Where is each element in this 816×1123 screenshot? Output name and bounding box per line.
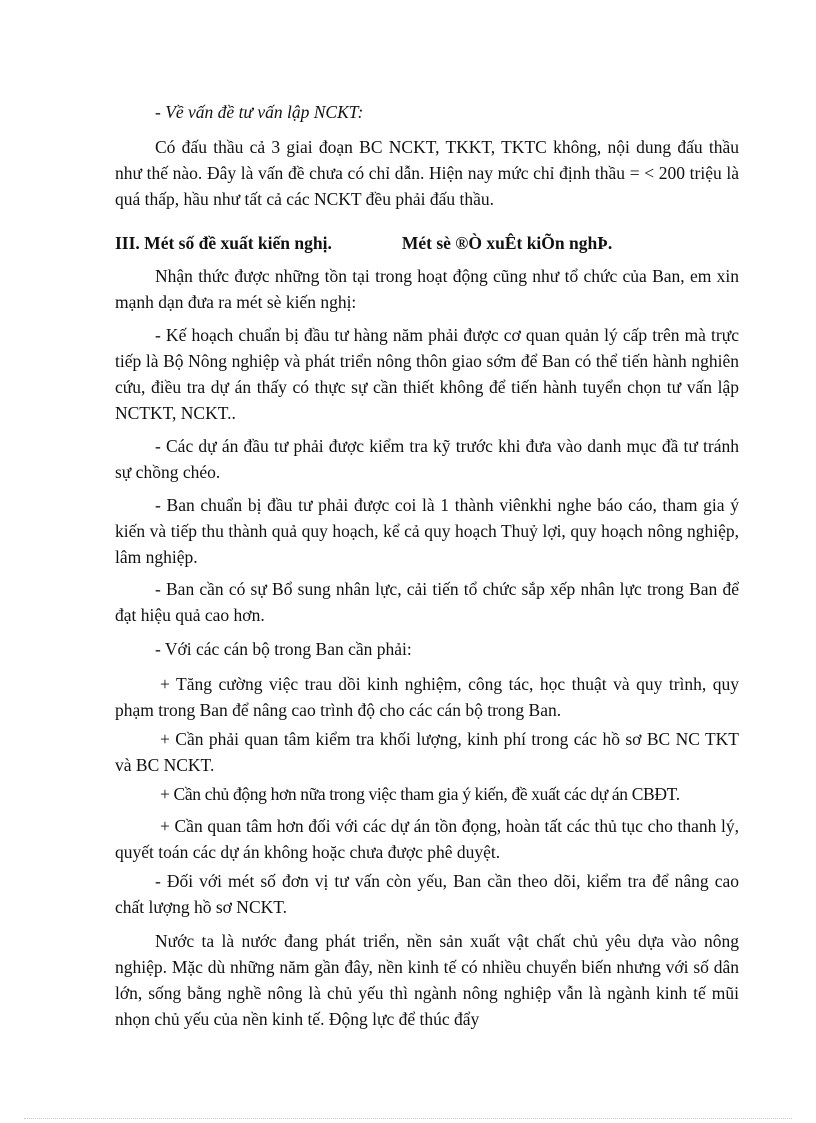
list-item: - Ban chuẩn bị đầu tư phải được coi là 1 thành viênkhi nghe báo cáo, tham gia ý kiến và tiếp thu thành quả quy hoạch, kể cả quy hoạch Thuỷ lợi, quy hoạch nông nghiệp, lâm nghiệp. xyxy=(115,495,739,567)
sub-list-item: + Cần phải quan tâm kiểm tra khối lượng, kinh phí trong các hồ sơ BC NC TKT và BC NCKT. xyxy=(115,729,739,775)
paragraph: Có đấu thầu cả 3 giai đoạn BC NCKT, TKKT, TKTC không, nội dung đấu thầu như thế nào. Đây là vấn đề chưa có chỉ dẫn. Hiện nay mức chỉ định thầu = < 200 triệu là quá thấp, hầu như tất cả các NCKT đều phải đấu thầu. xyxy=(115,137,739,209)
paragraph: Nhận thức được những tồn tại trong hoạt động cũng như tổ chức của Ban, em xin mạnh dạn đưa ra mét sè kiến nghị: xyxy=(115,266,739,312)
heading-text: III. Mét số đề xuất kiến nghị. xyxy=(115,233,332,253)
section-subtitle: - Về vấn đề tư vấn lập NCKT: xyxy=(155,102,364,122)
page-border-dotted xyxy=(24,1118,792,1119)
heading-garbled-text: Mét sè ®Ò xuÊt kiÕn nghÞ. xyxy=(401,233,613,253)
sub-list-item: + Tăng cường việc trau dồi kinh nghiệm, công tác, học thuật và quy trình, quy phạm trong Ban để nâng cao trình độ cho các cán bộ trong Ban. xyxy=(115,674,739,720)
paragraph: Nước ta là nước đang phát triển, nền sản xuất vật chất chủ yêu dựa vào nông nghiệp. Mặc dù những năm gần đây, nền kinh tế có nhiều chuyển biến nhưng với số dân lớn, sống bằng nghề nông là chủ yếu thì ngành nông nghiệp vẫn là ngành kinh tế mũi nhọn chủ yếu của nền kinh tế. Động lực để thúc đẩy xyxy=(115,931,739,1029)
list-item: - Đối với mét số đơn vị tư vấn còn yếu, Ban cần theo dõi, kiểm tra để nâng cao chất lượng hồ sơ NCKT. xyxy=(115,871,739,917)
list-item: - Các dự án đầu tư phải được kiểm tra kỹ trước khi đưa vào danh mục đầ tư tránh sự chồng chéo. xyxy=(115,436,739,482)
list-item: - Ban cần có sự Bổ sung nhân lực, cải tiến tổ chức sắp xếp nhân lực trong Ban để đạt hiệu quả cao hơn. xyxy=(115,579,739,625)
section-heading xyxy=(115,230,739,256)
list-item: - Với các cán bộ trong Ban cần phải: xyxy=(155,639,412,659)
sub-list-item: + Cần quan tâm hơn đối với các dự án tồn đọng, hoàn tất các thủ tục cho thanh lý, quyết toán các dự án không hoặc chưa được phê duyệt. xyxy=(115,816,739,862)
sub-list-item: + Cần chủ động hơn nữa trong việc tham gia ý kiến, đề xuất các dự án CBĐT. xyxy=(160,784,680,804)
list-item: - Kế hoạch chuẩn bị đầu tư hàng năm phải được cơ quan quản lý cấp trên mà trực tiếp là Bộ Nông nghiệp và phát triển nông thôn giao sớm để Ban có thể tiến hành nghiên cứu, điều tra dự án thấy có thực sự cần thiết không để tiến hành tuyển chọn tư vấn lập NCTKT, NCKT.. xyxy=(115,325,739,423)
